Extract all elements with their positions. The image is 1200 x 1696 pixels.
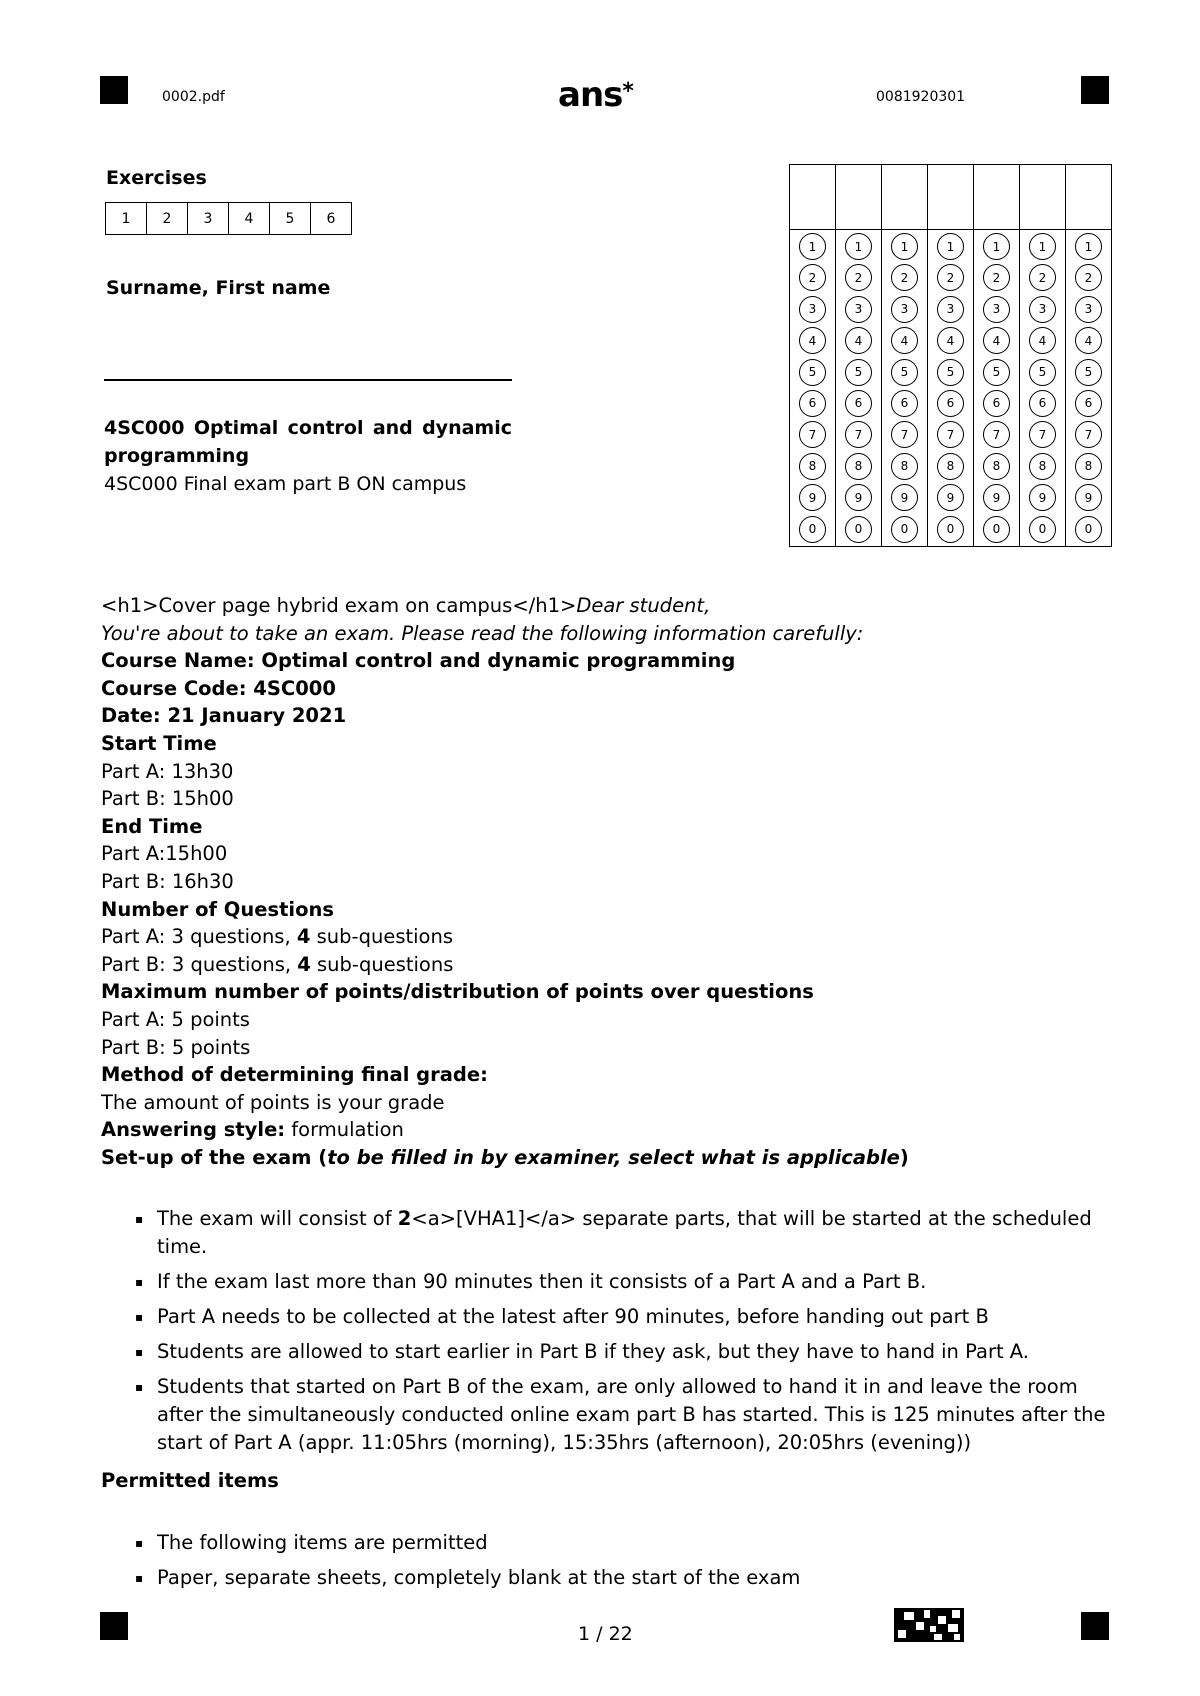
digit-bubble[interactable]: 6 <box>845 390 872 417</box>
exercise-cell: 3 <box>188 203 229 235</box>
digit-bubble[interactable]: 1 <box>845 233 872 260</box>
setup-close: ) <box>899 1145 909 1169</box>
exercises-table <box>105 202 352 235</box>
digit-bubble[interactable]: 1 <box>1029 233 1056 260</box>
exercise-cell: 6 <box>311 203 352 235</box>
digit-bubble[interactable]: 9 <box>1075 484 1102 511</box>
student-number-grid <box>789 164 1112 547</box>
end-time-a: Part A:15h00 <box>101 842 228 866</box>
digit-bubble[interactable]: 9 <box>799 484 826 511</box>
start-time-a: Part A: 13h30 <box>101 759 234 783</box>
list-item: ▪ The following items are permitted <box>101 1529 1121 1557</box>
digit-bubble[interactable]: 8 <box>845 453 872 480</box>
digit-bubble[interactable]: 3 <box>1029 296 1056 323</box>
digit-bubble[interactable]: 5 <box>937 359 964 386</box>
setup-heading <box>101 1144 1121 1172</box>
exercises-label: Exercises <box>106 167 207 189</box>
digit-bubble[interactable]: 3 <box>983 296 1010 323</box>
digit-bubble[interactable]: 6 <box>937 390 964 417</box>
digit-bubble[interactable]: 7 <box>937 421 964 448</box>
digit-bubble[interactable]: 0 <box>1075 516 1102 543</box>
digit-bubble[interactable]: 4 <box>799 327 826 354</box>
permitted-list <box>101 1529 1121 1592</box>
digit-bubble[interactable]: 2 <box>799 264 826 291</box>
grid-header-cell <box>1066 165 1112 230</box>
bubble-column <box>928 230 973 546</box>
answering-style <box>101 1116 1121 1144</box>
grade-method: The amount of points is your grade <box>101 1090 445 1114</box>
list-item <box>101 1205 1121 1261</box>
max-points-label: Maximum number of points/distribution of points over questions <box>101 980 814 1004</box>
digit-bubble[interactable]: 8 <box>937 453 964 480</box>
grid-column <box>1066 230 1112 547</box>
digit-bubble[interactable]: 4 <box>1029 327 1056 354</box>
questions-a-num: 4 <box>296 925 311 949</box>
digit-bubble[interactable]: 8 <box>1029 453 1056 480</box>
instruction: You're about to take an exam. Please read the following information carefully: <box>101 621 864 645</box>
digit-bubble[interactable]: 1 <box>983 233 1010 260</box>
qr-code <box>894 1608 964 1642</box>
digit-bubble[interactable]: 0 <box>937 516 964 543</box>
list-item: ▪ Paper, separate sheets, completely blank at the start of the exam <box>101 1564 1121 1592</box>
exercise-cell: 4 <box>229 203 270 235</box>
list-item: ▪ Students are allowed to start earlier in Part B if they ask, but they have to hand in Part A. <box>101 1338 1121 1366</box>
digit-bubble[interactable]: 4 <box>937 327 964 354</box>
ans-logo <box>558 75 633 115</box>
questions-b-pre: Part B: 3 questions, <box>101 952 298 976</box>
bubble-column <box>790 230 835 546</box>
questions-a-pre: Part A: 3 questions, <box>101 925 297 949</box>
digit-bubble[interactable]: 9 <box>891 484 918 511</box>
digit-bubble[interactable]: 6 <box>891 390 918 417</box>
digit-bubble[interactable]: 5 <box>1075 359 1102 386</box>
bubble-column <box>836 230 881 546</box>
digit-bubble[interactable]: 5 <box>891 359 918 386</box>
corner-mark-bottom-left <box>100 1612 128 1640</box>
digit-bubble[interactable]: 9 <box>845 484 872 511</box>
corner-mark-top-left <box>100 76 128 104</box>
digit-bubble[interactable]: 1 <box>937 233 964 260</box>
digit-bubble[interactable]: 9 <box>983 484 1010 511</box>
digit-bubble[interactable]: 9 <box>937 484 964 511</box>
digit-bubble[interactable]: 8 <box>1075 453 1102 480</box>
digit-bubble[interactable]: 7 <box>1075 421 1102 448</box>
exercise-cell: 5 <box>270 203 311 235</box>
permitted-label: Permitted items <box>101 1469 279 1493</box>
digit-bubble[interactable]: 1 <box>799 233 826 260</box>
grid-header-cell <box>928 165 974 230</box>
digit-bubble[interactable]: 6 <box>1029 390 1056 417</box>
list-item: ▪ Part A needs to be collected at the latest after 90 minutes, before handing out part B <box>101 1303 1121 1331</box>
grid-header-cell <box>974 165 1020 230</box>
list-item: ▪ Students that started on Part B of the exam, are only allowed to hand it in and leave the room after the simultaneously conducted online exam part B has started. This is 125 minutes after the start of Part A (appr. 11:05hrs (morning), 15:35hrs (afternoon), 20:05hrs (evening)) <box>101 1373 1121 1457</box>
grid-column <box>928 230 974 547</box>
questions-b <box>101 951 1121 979</box>
digit-bubble[interactable]: 3 <box>799 296 826 323</box>
digit-bubble[interactable]: 7 <box>845 421 872 448</box>
setup-list <box>101 1205 1121 1457</box>
answering-label: Answering style: <box>101 1118 286 1142</box>
digit-bubble[interactable]: 6 <box>1075 390 1102 417</box>
logo-mark: * <box>622 79 633 104</box>
grid-column <box>790 230 836 547</box>
grid-header-cell <box>1020 165 1066 230</box>
num-questions-label: Number of Questions <box>101 897 334 921</box>
surname-label: Surname, First name <box>106 277 331 299</box>
digit-bubble[interactable]: 0 <box>1029 516 1056 543</box>
digit-bubble[interactable]: 2 <box>1029 264 1056 291</box>
digit-bubble[interactable]: 9 <box>1029 484 1056 511</box>
digit-bubble[interactable]: 2 <box>845 264 872 291</box>
digit-bubble[interactable]: 5 <box>845 359 872 386</box>
greeting: Dear student, <box>576 594 711 617</box>
course-name: Course Name: Optimal control and dynamic programming <box>101 649 736 673</box>
grid-header-cell <box>790 165 836 230</box>
digit-bubble[interactable]: 4 <box>845 327 872 354</box>
digit-bubble[interactable]: 3 <box>845 296 872 323</box>
questions-b-post: sub-questions <box>310 952 454 976</box>
grid-column <box>882 230 928 547</box>
grid-column <box>836 230 882 547</box>
grid-column <box>1020 230 1066 547</box>
digit-bubble[interactable]: 8 <box>983 453 1010 480</box>
course-subtitle: 4SC000 Final exam part B ON campus <box>104 473 467 495</box>
corner-mark-bottom-right <box>1081 1612 1109 1640</box>
digit-bubble[interactable]: 2 <box>891 264 918 291</box>
list-item: ▪ If the exam last more than 90 minutes then it consists of a Part A and a Part B. <box>101 1268 1121 1296</box>
questions-a <box>101 923 1121 951</box>
answering-value: formulation <box>285 1118 404 1142</box>
digit-bubble[interactable]: 5 <box>1029 359 1056 386</box>
grid-header-cell <box>836 165 882 230</box>
logo-text: ans <box>558 75 623 115</box>
digit-bubble[interactable]: 8 <box>891 453 918 480</box>
file-name: 0002.pdf <box>162 89 225 105</box>
bubble-column <box>1066 230 1111 546</box>
grade-method-label: Method of determining final grade: <box>101 1063 488 1087</box>
digit-bubble[interactable]: 5 <box>799 359 826 386</box>
digit-bubble[interactable]: 0 <box>799 516 826 543</box>
points-b: Part B: 5 points <box>101 1035 251 1059</box>
digit-bubble[interactable]: 4 <box>983 327 1010 354</box>
digit-bubble[interactable]: 0 <box>891 516 918 543</box>
digit-bubble[interactable]: 3 <box>1075 296 1102 323</box>
questions-a-post: sub-questions <box>310 925 453 949</box>
exam-date: Date: 21 January 2021 <box>101 704 347 728</box>
digit-bubble[interactable]: 2 <box>1075 264 1102 291</box>
exercise-cell: 1 <box>106 203 147 235</box>
corner-mark-top-right <box>1081 76 1109 104</box>
digit-bubble[interactable]: 7 <box>1029 421 1056 448</box>
end-time-label: End Time <box>101 814 203 838</box>
setup-note: to be filled in by examiner, select what is applicable <box>327 1145 900 1169</box>
setup-label: Set-up of the exam ( <box>101 1145 328 1169</box>
bubble-column <box>882 230 927 546</box>
raw-heading-text: <h1>Cover page hybrid exam on campus</h1> <box>101 594 577 617</box>
setup-b1-pre: The exam will consist of <box>157 1207 398 1231</box>
exercise-cell: 2 <box>147 203 188 235</box>
digit-bubble[interactable]: 0 <box>983 516 1010 543</box>
course-code: Course Code: 4SC000 <box>101 676 336 700</box>
grid-bubble-row <box>790 230 1112 547</box>
digit-bubble[interactable]: 1 <box>1075 233 1102 260</box>
digit-bubble[interactable]: 3 <box>937 296 964 323</box>
digit-bubble[interactable]: 4 <box>891 327 918 354</box>
digit-bubble[interactable]: 7 <box>983 421 1010 448</box>
grid-column <box>974 230 1020 547</box>
document-code: 0081920301 <box>876 89 966 105</box>
digit-bubble[interactable]: 8 <box>799 453 826 480</box>
digit-bubble[interactable]: 2 <box>983 264 1010 291</box>
page-number: 1 / 22 <box>578 1623 633 1645</box>
course-title: 4SC000 Optimal control and dynamic programming <box>104 417 512 467</box>
grid-header-cell <box>882 165 928 230</box>
digit-bubble[interactable]: 0 <box>845 516 872 543</box>
digit-bubble[interactable]: 4 <box>1075 327 1102 354</box>
digit-bubble[interactable]: 6 <box>983 390 1010 417</box>
start-time-b: Part B: 15h00 <box>101 787 234 811</box>
digit-bubble[interactable]: 3 <box>891 296 918 323</box>
digit-bubble[interactable]: 1 <box>891 233 918 260</box>
bubble-column <box>1020 230 1065 546</box>
digit-bubble[interactable]: 7 <box>891 421 918 448</box>
cover-page-content <box>101 592 1121 1599</box>
digit-bubble[interactable]: 5 <box>983 359 1010 386</box>
name-line <box>104 379 512 381</box>
digit-bubble[interactable]: 6 <box>799 390 826 417</box>
digit-bubble[interactable]: 2 <box>937 264 964 291</box>
points-a: Part A: 5 points <box>101 1007 250 1031</box>
questions-b-num: 4 <box>297 952 311 976</box>
digit-bubble[interactable]: 7 <box>799 421 826 448</box>
setup-b1-num: 2 <box>397 1207 412 1231</box>
end-time-b: Part B: 16h30 <box>101 869 234 893</box>
bubble-column <box>974 230 1019 546</box>
start-time-label: Start Time <box>101 731 217 755</box>
setup-b1-post: <a>[VHA1]</a> separate parts, that will be started at the scheduled time. <box>157 1207 1092 1259</box>
